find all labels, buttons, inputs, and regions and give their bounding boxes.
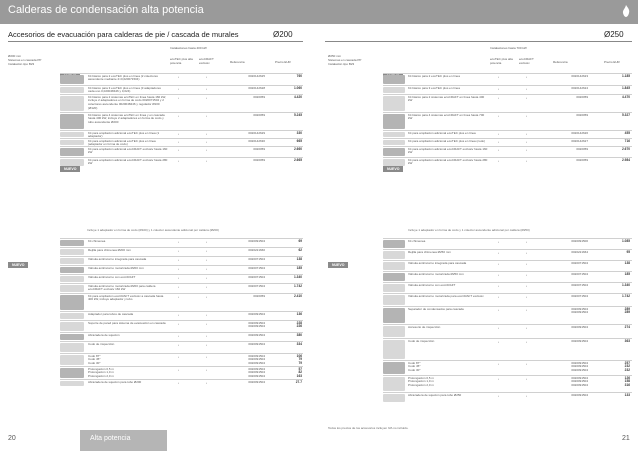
compat-mark-ecotec: •	[498, 272, 500, 277]
compat-mark-ecocraft: •	[526, 261, 528, 266]
product-thumbnail	[383, 340, 405, 359]
product-price: 455	[624, 130, 630, 135]
product-reference: 0020221660	[248, 247, 265, 252]
compat-mark-ecocraft: •	[206, 333, 208, 338]
compat-mark-ecotec: •	[498, 158, 500, 163]
product-thumbnail	[60, 368, 84, 378]
product-reference: 0020142627	[571, 138, 588, 143]
product-reference: 0020091504	[248, 379, 265, 384]
product-reference: 0020091500	[571, 238, 588, 243]
product-price: 95	[626, 249, 630, 254]
compat-mark-ecocraft: •	[206, 257, 208, 262]
product-description: Válvula antirretorno integrada para cascada	[88, 257, 147, 261]
product-price: 27.7	[295, 379, 302, 384]
right-install-header: Instalaciones hasta 700 kW	[490, 46, 527, 50]
product-thumbnail	[60, 295, 84, 310]
left-section-title: Accesorios de evacuación para calderas de pie / cascada de murales	[8, 30, 239, 39]
product-thumbnail	[60, 343, 84, 352]
product-price: 5.245	[294, 112, 302, 117]
product-thumbnail	[383, 75, 405, 84]
product-thumbnail	[60, 313, 84, 319]
product-reference: 0020142628	[248, 85, 265, 90]
compat-mark-ecocraft: •	[526, 250, 528, 255]
product-reference: 0020091504	[248, 311, 265, 316]
compat-mark-ecocraft: •	[206, 239, 208, 244]
product-thumbnail	[383, 284, 405, 292]
compat-mark-ecotec: •	[498, 261, 500, 266]
product-thumbnail	[383, 295, 405, 305]
left-rule	[8, 41, 303, 42]
left-col2-header: ecoCRAFT exclusiv	[199, 57, 214, 65]
product-reference: 0020221664	[571, 249, 588, 254]
product-thumbnail	[60, 140, 84, 145]
product-description: Kit para ampliación adicional ecoCRAFT exclusiv hasta 160 kW	[88, 147, 168, 155]
product-thumbnail	[60, 132, 84, 137]
product-reference: 0020071504	[571, 293, 588, 298]
product-reference: 0020091504	[571, 324, 588, 329]
left-section-code: Ø200	[273, 30, 293, 39]
product-description: Rejilla para chimenea Ø200 mm	[88, 248, 131, 252]
compat-mark-ecocraft: •	[526, 376, 528, 381]
right-section-code: Ø250	[604, 30, 624, 39]
compat-mark-ecocraft: •	[526, 95, 528, 100]
product-description: Válvula antirretorno motorizada Ø200 para caldera ecoCRAFT exclusiv 160 kW	[88, 284, 156, 292]
compat-mark-ecocraft: •	[206, 86, 208, 91]
right-col2-header: ecoCRAFT exclusiv	[519, 57, 534, 65]
product-price: 2.984	[622, 157, 630, 162]
product-price: 289 289	[624, 306, 630, 315]
compat-mark-ecotec: •	[498, 95, 500, 100]
left-new-badge-bottom: NUEVO	[8, 262, 28, 268]
product-description: Válvula antirretorno con ecoCRAFT	[408, 283, 456, 287]
product-description: Abrazadera de sujeción para tubo Ø250	[408, 393, 462, 397]
product-reference: 0020142625	[248, 73, 265, 78]
product-description: Prolongación 0,5 m Prolongación 1,0 m Prolongación 2,0 m	[88, 367, 114, 378]
compat-mark-ecotec: •	[498, 307, 500, 312]
product-thumbnail	[383, 114, 405, 129]
compat-mark-ecotec: •	[498, 294, 500, 299]
product-thumbnail	[383, 251, 405, 259]
compat-mark-ecotec: •	[178, 266, 180, 271]
product-reference: 0020091504 0020091504	[571, 306, 588, 315]
product-thumbnail	[60, 114, 84, 129]
product-reference: 0020091504 0020091504 0020091504	[571, 360, 588, 372]
product-reference: 0020091504 0020091504 0020091504	[248, 366, 265, 378]
product-description: Accesorio de inspección	[408, 325, 441, 329]
compat-mark-ecocraft: •	[206, 380, 208, 385]
compat-mark-ecocraft: •	[206, 248, 208, 253]
left-ref-header: Referencia	[230, 60, 245, 64]
compat-mark-ecocraft: •	[206, 95, 208, 100]
compat-mark-ecocraft: •	[526, 74, 528, 79]
product-description: Kit para ampliación ecoCRAFT exclusiv a cascada hasta 400 kW, incluye adaptador y tubo	[88, 294, 164, 302]
compat-mark-ecocraft: •	[206, 321, 208, 326]
product-price: 5.327	[622, 112, 630, 117]
product-reference: 0020059	[253, 157, 265, 162]
product-reference: 0020071504	[571, 260, 588, 265]
product-reference: 0020059	[576, 94, 588, 99]
product-description: Soporte de pared para sistema de evacuación en cascada	[88, 321, 166, 325]
compat-mark-ecocraft: •	[206, 275, 208, 280]
compat-mark-ecocraft: •	[206, 312, 208, 317]
product-reference: 0020091504	[248, 332, 265, 337]
product-price: 1.340	[294, 274, 302, 279]
product-reference: 0020071504	[571, 271, 588, 276]
product-description: Codo de inspección	[88, 342, 115, 346]
right-new-badge-mid: NUEVO	[383, 166, 403, 172]
compat-mark-ecotec: •	[498, 74, 500, 79]
product-thumbnail	[383, 273, 405, 281]
compat-mark-ecocraft: •	[206, 342, 208, 347]
product-price: 330	[296, 130, 302, 135]
product-description: Kit básico para 2 sistemas ecoCRAFT en línea hasta 400 kW	[408, 95, 485, 103]
left-top-note: Incluye 1 adaptador en forma de codo (Ø100) y 1 colector ascendente adicional por caldera (Ø200)	[87, 228, 219, 232]
product-price: 760	[296, 73, 302, 78]
right-new-badge-bottom: NUEVO	[328, 262, 348, 268]
product-price: 1.085	[622, 238, 630, 243]
right-table-left-header: Ø250 mm Sistemas en cascada PP Instalación tipo B23	[328, 54, 362, 66]
product-description: Kit para ampliación adicional ecoCRAFT exclusiv hasta 160 kW	[408, 147, 488, 155]
compat-mark-ecotec: •	[178, 367, 180, 372]
product-thumbnail	[383, 140, 405, 145]
compat-mark-ecotec: •	[178, 321, 180, 326]
compat-mark-ecocraft: •	[526, 131, 528, 136]
product-price: 274	[624, 324, 630, 329]
right-rule	[325, 41, 632, 42]
compat-mark-ecotec: •	[178, 294, 180, 299]
product-description: Válvula antirretorno integrada para cascada	[408, 261, 467, 265]
product-price: 2.410	[294, 293, 302, 298]
compat-mark-ecocraft: •	[526, 158, 528, 163]
flame-logo-icon	[622, 5, 630, 17]
compat-mark-ecotec: •	[178, 342, 180, 347]
right-col1-header: ecoTEC plus alta potencia	[490, 57, 513, 65]
product-reference: 0020091504	[571, 338, 588, 343]
right-top-note: Incluye 1 adaptador en forma de codo y 1 colector ascendente adicional por caldera (Ø250)	[408, 228, 530, 232]
compat-mark-ecocraft: •	[526, 283, 528, 288]
product-thumbnail	[383, 377, 405, 391]
compat-mark-ecocraft: •	[526, 272, 528, 277]
compat-mark-ecotec: •	[178, 139, 180, 144]
product-price: 665	[296, 138, 302, 143]
product-price: 228 226	[296, 320, 302, 329]
product-description: Kit básico para 4 sistemas ecoTEC en línea y en cascada hasta 400 kW, incluye 2 adaptadores en forma de codo y tubo ascendente Ø200	[88, 113, 165, 124]
compat-mark-ecocraft: •	[526, 239, 528, 244]
left-install-header: Instalaciones hasta 400 kW	[170, 46, 207, 50]
compat-mark-ecocraft: •	[206, 284, 208, 289]
compat-mark-ecotec: •	[178, 131, 180, 136]
product-reference: 0020059	[253, 112, 265, 117]
product-reference: 0020059	[576, 157, 588, 162]
product-thumbnail	[60, 148, 84, 156]
product-thumbnail	[383, 394, 405, 402]
footer-label: Alta potencia	[90, 435, 131, 442]
product-description: Codo 87° Codo 45° Codo 30°	[88, 354, 101, 365]
compat-mark-ecotec: •	[498, 325, 500, 330]
compat-mark-ecocraft: •	[206, 147, 208, 152]
product-thumbnail	[383, 326, 405, 337]
compat-mark-ecotec: •	[498, 147, 500, 152]
product-description: Kit para ampliación adicional ecoTEC plus en línea (adaptador en forma de codo)	[88, 139, 156, 146]
product-thumbnail	[60, 240, 84, 246]
product-description: Kit para ampliación adicional ecoTEC plus en línea (1 adaptador)	[88, 131, 160, 138]
product-thumbnail	[60, 334, 84, 340]
product-thumbnail	[60, 87, 84, 93]
compat-mark-ecocraft: •	[206, 139, 208, 144]
product-reference: 0020091504 0020091504	[248, 320, 265, 329]
product-price: 4.470	[622, 94, 630, 99]
right-bottom-note: Todos los precios de los accesorios incluyen IVA no incluido.	[328, 426, 409, 430]
left-new-badge-mid: NUEVO	[60, 166, 80, 172]
product-price: 716	[624, 138, 630, 143]
product-reference: 0020091504	[571, 392, 588, 397]
product-thumbnail	[60, 381, 84, 386]
product-price: 334	[296, 341, 302, 346]
product-description: Kit para ampliación adicional ecoTEC plus en línea (codo)	[408, 139, 486, 143]
product-reference: 0020059	[253, 94, 265, 99]
product-thumbnail	[60, 322, 84, 331]
compat-mark-ecocraft: •	[206, 74, 208, 79]
compat-mark-ecotec: •	[498, 283, 500, 288]
product-price: 185	[296, 265, 302, 270]
compat-mark-ecocraft: •	[526, 147, 528, 152]
product-description: Abrazadera de sujeción para tubo Ø200	[88, 380, 142, 384]
product-price: 4.420	[294, 94, 302, 99]
product-thumbnail	[383, 262, 405, 270]
product-reference: 0020059	[253, 146, 265, 151]
compat-mark-ecotec: •	[178, 354, 180, 359]
header-title: Calderas de condensación alta potencia	[8, 4, 204, 16]
compat-mark-ecotec: •	[178, 380, 180, 385]
product-thumbnail	[60, 267, 84, 273]
product-description: Rejilla para chimenea Ø250 mm	[408, 250, 451, 254]
compat-mark-ecotec: •	[178, 147, 180, 152]
left-col1-header: ecoTEC plus alta potencia	[170, 57, 193, 65]
product-price: 2.665	[294, 157, 302, 162]
product-description: Kit básico para 4 sistemas ecoCRAFT en línea hasta 700 kW	[408, 113, 485, 121]
product-price: 2.670	[622, 146, 630, 151]
compat-mark-ecotec: •	[498, 250, 500, 255]
compat-mark-ecotec: •	[178, 312, 180, 317]
product-price: 136	[296, 311, 302, 316]
product-reference: 0020091504	[248, 238, 265, 243]
compat-mark-ecocraft: •	[206, 113, 208, 118]
compat-mark-ecotec: •	[498, 131, 500, 136]
product-reference: 0020071504	[571, 282, 588, 287]
product-price: 106 79 79	[296, 353, 302, 365]
page-header	[0, 0, 638, 24]
product-price: 363	[624, 338, 630, 343]
product-thumbnail	[60, 159, 84, 166]
product-thumbnail	[383, 159, 405, 166]
compat-mark-ecotec: •	[498, 361, 500, 366]
product-thumbnail	[383, 240, 405, 248]
product-reference: 0020091504	[248, 341, 265, 346]
compat-mark-ecotec: •	[498, 239, 500, 244]
left-table-left-header: Ø200 mm Sistemas en cascada PP Instalación tipo B23	[8, 54, 42, 66]
product-price: 138	[624, 260, 630, 265]
product-description: Prolongación 0,5 m Prolongación 1,0 m Prolongación 2,0 m	[408, 376, 434, 387]
product-price: 185	[624, 271, 630, 276]
compat-mark-ecotec: •	[178, 86, 180, 91]
product-description: Separador de condensados para cascada	[408, 307, 464, 311]
product-reference: 0020071504	[248, 283, 265, 288]
compat-mark-ecocraft: •	[206, 367, 208, 372]
product-thumbnail	[383, 362, 405, 374]
product-thumbnail	[60, 249, 84, 255]
left-page-number: 20	[8, 435, 16, 442]
right-page-number: 21	[622, 435, 630, 442]
product-description: Kit para ampliación adicional ecoCRAFT exclusiv hasta 280 kW	[88, 158, 168, 166]
product-price: 257 232 232	[624, 360, 630, 372]
product-price: 380	[296, 332, 302, 337]
product-thumbnail	[383, 96, 405, 111]
product-reference: 0020059	[576, 112, 588, 117]
compat-mark-ecotec: •	[178, 248, 180, 253]
compat-mark-ecotec: •	[498, 339, 500, 344]
product-thumbnail	[60, 276, 84, 282]
product-reference: 0020142624	[571, 85, 588, 90]
product-reference: 0020142626	[571, 130, 588, 135]
product-price: 1.742	[294, 283, 302, 288]
product-description: Kit chimenea	[88, 239, 106, 243]
product-description: Adaptador para tubos de cascada	[88, 312, 134, 316]
product-description: Válvula antirretorno con ecoCRAFT	[88, 275, 136, 279]
product-description: Válvula antirretorno motorizada Ø250 mm	[408, 272, 464, 276]
compat-mark-ecocraft: •	[526, 307, 528, 312]
left-price-header: Precio EUR	[275, 60, 291, 64]
product-description: Kit chimenea	[408, 239, 426, 243]
product-description: Kit básico para 3 ecoTEC plus en línea	[408, 86, 460, 90]
product-description: Kit básico para 2 ecoTEC plus en línea	[408, 74, 460, 78]
compat-mark-ecocraft: •	[526, 86, 528, 91]
product-reference: 0020091504 0020091504 0020091504	[571, 375, 588, 387]
compat-mark-ecocraft: •	[206, 294, 208, 299]
product-price: 133	[624, 392, 630, 397]
product-reference: 0020071504	[248, 274, 265, 279]
product-description: Válvula antirretorno motorizada Ø200 mm	[88, 266, 144, 270]
product-description: Kit básico para 2 sistemas ecoTEC en línea hasta 160 kW, incluye 2 adaptadores en forma de codo 0020071504 y 2 colectores ascendente 0020048446 y regulador Ø100 (Ø120)	[88, 95, 167, 110]
product-description: Kit para ampliación adicional ecoTEC plus en línea	[408, 131, 476, 135]
compat-mark-ecocraft: •	[526, 139, 528, 144]
compat-mark-ecotec: •	[498, 86, 500, 91]
compat-mark-ecotec: •	[178, 239, 180, 244]
product-price: 1.845	[622, 85, 630, 90]
compat-mark-ecotec: •	[498, 113, 500, 118]
product-reference: 0020071504	[248, 256, 265, 261]
product-thumbnail	[383, 87, 405, 93]
product-price: 1.340	[622, 282, 630, 287]
right-price-header: Precio EUR	[604, 60, 620, 64]
product-description: Kit para ampliación adicional ecoCRAFT exclusiv hasta 280 kW	[408, 158, 488, 166]
right-ref-header: Referencia	[553, 60, 568, 64]
compat-mark-ecotec: •	[178, 275, 180, 280]
compat-mark-ecotec: •	[498, 393, 500, 398]
product-description: Kit básico para 2 ecoTEC plus en línea (2 colectores ascendente mediante 2×0,020071504)	[88, 74, 158, 82]
product-description: Codo 87° Codo 45° Codo 30°	[408, 361, 421, 372]
product-thumbnail	[60, 96, 84, 111]
product-price: 1.060	[294, 85, 302, 90]
product-description: Abrazadera de sujeción	[88, 333, 120, 337]
compat-mark-ecocraft: •	[526, 393, 528, 398]
product-thumbnail	[60, 285, 84, 292]
product-reference: 0020059	[576, 146, 588, 151]
product-thumbnail	[383, 132, 405, 137]
compat-mark-ecocraft: •	[526, 113, 528, 118]
product-thumbnail	[383, 308, 405, 323]
compat-mark-ecocraft: •	[526, 294, 528, 299]
compat-mark-ecotec: •	[178, 74, 180, 79]
compat-mark-ecotec: •	[178, 158, 180, 163]
product-reference: 0020091504 0020091504 0020091504	[248, 353, 265, 365]
product-thumbnail	[60, 258, 84, 264]
compat-mark-ecocraft: •	[206, 131, 208, 136]
compat-mark-ecotec: •	[178, 257, 180, 262]
compat-mark-ecotec: •	[178, 284, 180, 289]
product-price: 69	[298, 238, 302, 243]
compat-mark-ecotec: •	[178, 113, 180, 118]
compat-mark-ecocraft: •	[526, 339, 528, 344]
product-price: 62	[298, 247, 302, 252]
product-thumbnail	[383, 148, 405, 156]
product-price: 1.742	[622, 293, 630, 298]
compat-mark-ecocraft: •	[526, 361, 528, 366]
compat-mark-ecocraft: •	[206, 266, 208, 271]
compat-mark-ecotec: •	[498, 376, 500, 381]
product-price: 126 158 316	[624, 375, 630, 387]
product-price: 1.185	[622, 73, 630, 78]
compat-mark-ecocraft: •	[206, 158, 208, 163]
product-reference: 0020071504	[248, 265, 265, 270]
product-reference: 0020142623	[571, 73, 588, 78]
product-description: Kit básico para 3 ecoTEC plus en línea (3 adaptadores cada uno 0,020048446 y 0,024)	[88, 86, 161, 94]
product-description: Codo de inspección	[408, 339, 435, 343]
product-reference: 0020142629	[248, 130, 265, 135]
compat-mark-ecotec: •	[498, 139, 500, 144]
product-thumbnail	[60, 355, 84, 365]
product-reference: 0020142630	[248, 138, 265, 143]
product-price: 2.660	[294, 146, 302, 151]
product-description: Válvula antirretorno motorizada para ecoCRAFT exclusiv	[408, 294, 484, 298]
compat-mark-ecocraft: •	[526, 325, 528, 330]
product-reference: 0020059	[253, 293, 265, 298]
product-thumbnail	[60, 75, 84, 84]
compat-mark-ecocraft: •	[206, 354, 208, 359]
product-price: 57 82 163	[296, 366, 302, 378]
compat-mark-ecotec: •	[178, 333, 180, 338]
product-price: 138	[296, 256, 302, 261]
compat-mark-ecotec: •	[178, 95, 180, 100]
